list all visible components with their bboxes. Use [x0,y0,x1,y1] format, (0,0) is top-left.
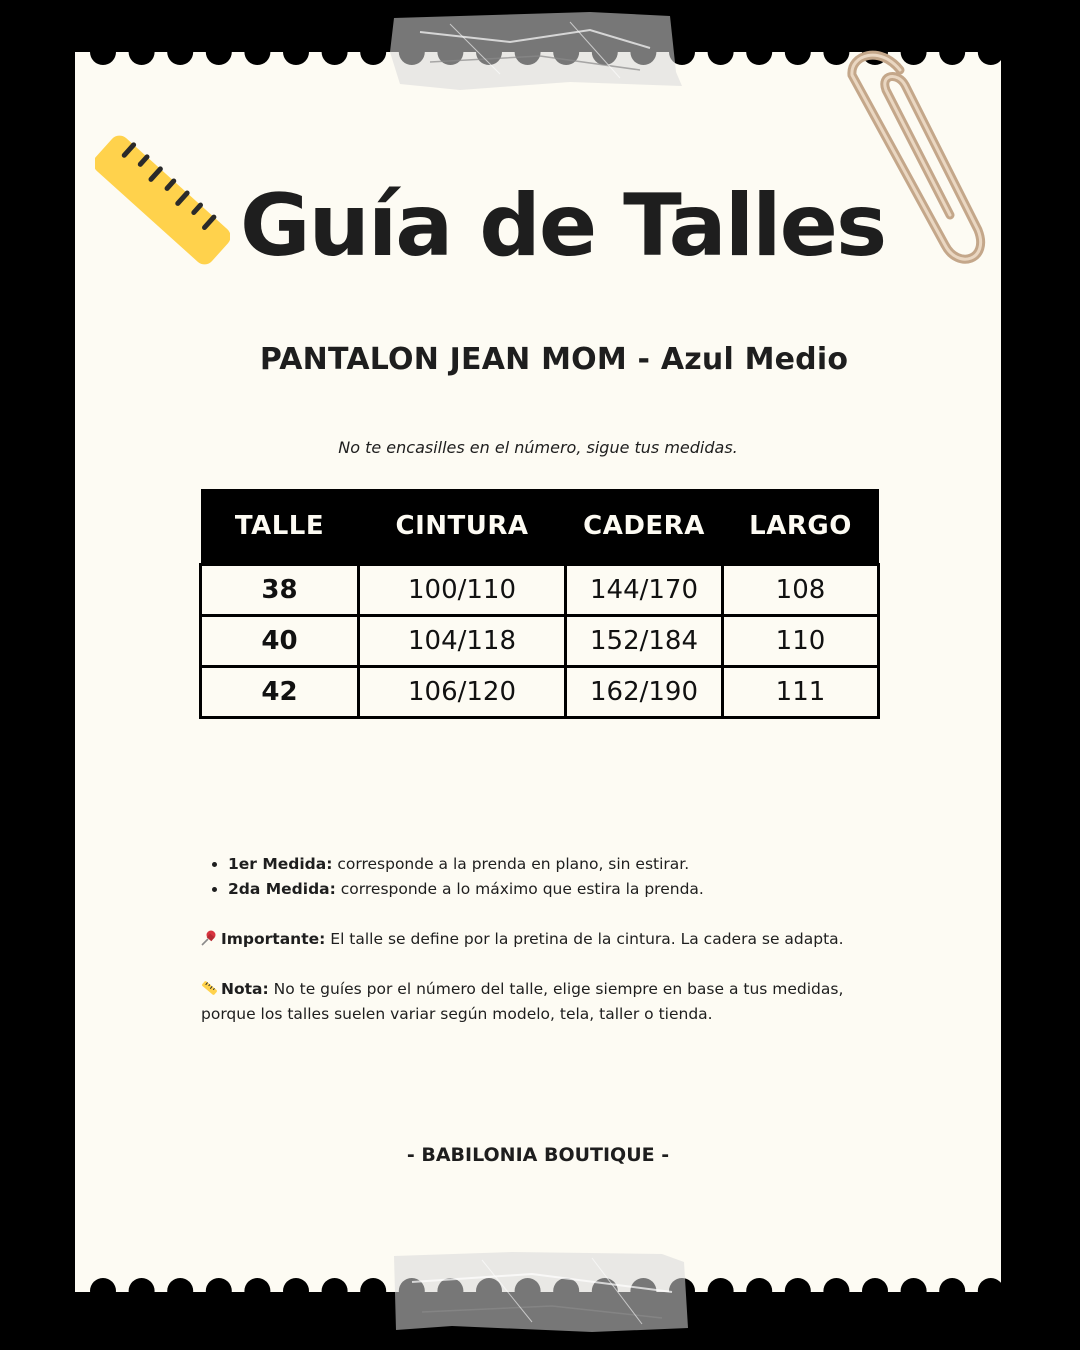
pushpin-icon [201,929,218,945]
header-talle: TALLE [201,489,359,565]
cell-talle: 40 [201,616,359,667]
table-row [201,667,879,718]
table-row [201,565,879,616]
table-header-row [201,489,879,565]
cell-cadera: 144/170 [566,565,723,616]
cell-talle: 42 [201,667,359,718]
list-item: • 2da Medida: corresponde a lo máximo que estira la prenda. [228,877,901,902]
cell-cintura: 106/120 [359,667,566,718]
tape-bottom [392,1252,688,1332]
product-subtitle: PANTALON JEAN MOM - Azul Medio [259,342,849,377]
brand-footer: - BABILONIA BOUTIQUE - [406,1144,670,1166]
nota-note: Nota: No te guíes por el número del talle, elige siempre en base a tus medidas, porque los talles suelen variar según modelo, tela, taller o tienda. [201,980,844,1023]
ruler-icon [95,130,230,270]
notes-section [201,852,901,1027]
important-note: Importante: El talle se define por la pretina de la cintura. La cadera se adapta. [201,927,901,952]
cell-largo: 111 [723,667,879,718]
tape-top [390,12,685,90]
ruler-icon [201,979,218,995]
list-item: • 1er Medida: corresponde a la prenda en plano, sin estirar. [228,852,901,877]
cell-talle: 38 [201,565,359,616]
measures-list [201,852,901,902]
header-cadera: CADERA [566,489,723,565]
cell-largo: 108 [723,565,879,616]
header-cintura: CINTURA [359,489,566,565]
cell-largo: 110 [723,616,879,667]
cell-cintura: 104/118 [359,616,566,667]
cell-cintura: 100/110 [359,565,566,616]
cell-cadera: 152/184 [566,616,723,667]
table-row [201,616,879,667]
page-title: Guía de Talles [240,176,886,276]
header-largo: LARGO [723,489,879,565]
tagline: No te encasilles en el número, sigue tus medidas. [338,438,738,457]
cell-cadera: 162/190 [566,667,723,718]
size-table [199,489,880,719]
